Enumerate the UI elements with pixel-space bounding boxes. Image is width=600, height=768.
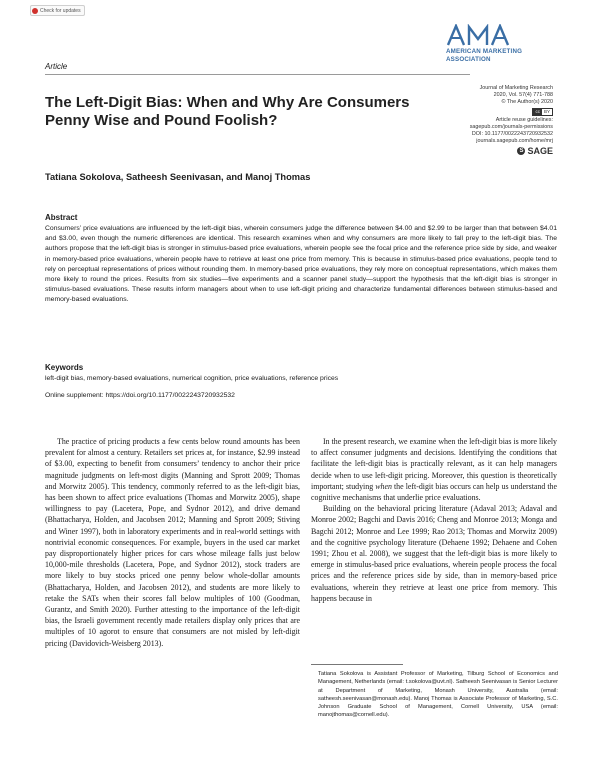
copyright-line: © The Author(s) 2020 xyxy=(501,99,553,106)
journal-name: Journal of Marketing Research xyxy=(479,85,553,91)
author-affiliation-footnote: Tatiana Sokolova is Assistant Professor of Marketing, Tilburg School of Economics and Management, Netherlands (email: t.sokolova@uvt.nl). Satheesh Seenivasan is Senior Lecturer at Department of Marketing, Monash University, Australia (email: satheesh.seenivasan@monash.edu). Manoj Thomas is Associate Professor of Marketing, S.C. Johnson Graduate School of Management, Cornell University, USA (email: manojthomas@cornell.edu). xyxy=(318,671,558,719)
body-paragraph xyxy=(311,436,557,503)
cc-by-license-icon[interactable] xyxy=(532,108,553,116)
ama-name xyxy=(446,48,566,64)
doi-line[interactable]: DOI: 10.1177/0022243720932532 xyxy=(471,131,553,138)
author-list: Tatiana Sokolova, Satheesh Seenivasan, and Manoj Thomas xyxy=(45,172,311,182)
ama-letters-graphic xyxy=(446,24,510,46)
keywords-heading: Keywords xyxy=(45,363,84,372)
by-label: BY xyxy=(543,108,550,114)
journal-info xyxy=(450,85,553,155)
check-for-updates-badge[interactable] xyxy=(30,5,85,16)
abstract-heading: Abstract xyxy=(45,213,78,222)
keywords-text: left-digit bias, memory-based evaluations, numerical cognition, price evaluations, reference prices xyxy=(45,375,339,382)
crossmark-icon xyxy=(32,8,38,14)
emphasis-text: when xyxy=(375,481,392,491)
header-rule xyxy=(45,74,470,75)
sage-logo xyxy=(450,147,553,155)
article-title: The Left-Digit Bias: When and Why Are Consumers Penny Wise and Pound Foolish? xyxy=(45,94,410,129)
footnote-rule xyxy=(311,664,403,665)
ama-name-line2: ASSOCIATION xyxy=(446,56,491,63)
ama-logo-mark xyxy=(446,24,566,46)
cc-label: cc xyxy=(535,108,540,114)
online-supplement-link[interactable]: Online supplement: https://doi.org/10.1177/0022243720932532 xyxy=(45,392,235,399)
body-text: the left-digit bias occurs can help us understand the cognitive mechanisms that underlie price evaluations. xyxy=(311,481,558,503)
reuse-guidelines-label: Article reuse guidelines: xyxy=(495,116,553,123)
journal-homepage-link[interactable]: journals.sagepub.com/home/mrj xyxy=(476,138,553,145)
permissions-link[interactable]: sagepub.com/journals-permissions xyxy=(469,123,553,130)
check-for-updates-label: Check for updates xyxy=(40,7,81,14)
ama-name-line1: AMERICAN MARKETING xyxy=(446,48,523,55)
body-column-left xyxy=(45,436,300,649)
sage-logo-icon: S xyxy=(519,148,524,155)
body-text: In the present research, we examine when the left-digit bias is more likely to affect consumer judgments and decisions. Identifying the conditions that facilitate the left-digit bias is practically relevant, as it can help managers decide when to use left-digit pricing. Moreover, this question is theoretically important; studying xyxy=(311,437,557,491)
body-paragraph: The practice of pricing products a few cents below round amounts has been prevalent for almost a century. Retailers set prices at, for instance, $2.99 instead of $3.00, expecting to benefit from consumers’ tendency to anchor their price magnitude judgments on left-most digits (Manning and Sprott 2009; Thomas and Morwitz 2005). This tendency, commonly referred to as the left-digit bias, has been shown to affect price evaluations (Thomas and Morwitz 2005), shape willingness to pay (Lacetera, Pope, and Sydnor 2012), and drive demand (Bhattacharya, Holden, and Jacobsen 2012; Manning and Sprott 2009; Stiving and Winer 1997), both in laboratory experiments and in real-world settings with nontrivial economic consequences. For example, buyers in the used car market pay disproportionately higher prices for cars whose mileage falls just below 10,000-mile thresholds (Lacetera, Pope, and Sydnor 2012), stock traders are more likely to buy stocks priced one penny below whole-dollar amounts (Bhattacharya, Holden, and Jacobsen 2012), and students are more likely to retake the SATs when their scores fall below multiples of 100 (Goodman, Gurantz, and Smith 2020). Further attesting to the importance of the left-digit bias, the Israeli government recently made retailers display only prices that are multiples of 10 agorot to ensure that consumers are not misled by left-digit pricing (Davidovich-Weisberg 2013). xyxy=(45,437,300,648)
sage-logo-text: SAGE xyxy=(527,145,553,156)
body-column-right xyxy=(311,436,557,604)
article-type-label: Article xyxy=(45,62,68,71)
body-paragraph: Building on the behavioral pricing literature (Adaval 2013; Adaval and Monroe 2002; Bagchi and Davis 2016; Cheng and Monroe 2013; Monga and Bagchi 2012; Monroe and Lee 1999; Rao 2013; Thomas and Morwitz 2009) and the cognitive psychology literature (Dehaene 1992; Dehaene and Cohen 1991; Zhou et al. 2008), we suggest that the left-digit bias is more likely to emerge in stimulus-based price evaluations, wherein people process the focal prices and the reference prices side by side, than in memory-based price evaluations, wherein they retrieve at least one price from memory. This happens because in xyxy=(311,504,557,603)
abstract-text: Consumers’ price evaluations are influenced by the left-digit bias, wherein consumers judge the difference between $4.00 and $2.99 to be larger than that between $4.01 and $3.00, even though the numeric differences are identical. This research examines when and why consumers are more likely to fall prey to the left-digit bias. The authors propose that the left-digit bias is stronger in stimulus-based price evaluations, wherein people see the focal price and the reference price side by side, and weaker in memory-based price evaluations, wherein people have to retrieve at least one price from memory. This is because in stimulus-based price evaluations, people tend to rely on perceptual representations of prices without rounding them. In memory-based price evaluations, they rely more on conceptual representations, which makes them more likely to round the prices. Results from six studies—five experiments and a scanner panel study—support the hypothesis that the left-digit bias is stronger in stimulus-based evaluations. These results inform managers about when to use left-digit pricing and characterize fundamental differences between stimulus-based and memory-based evaluations. xyxy=(45,225,557,304)
journal-volume: 2020, Vol. 57(4) 771-788 xyxy=(493,92,553,99)
ama-logo xyxy=(446,24,566,64)
